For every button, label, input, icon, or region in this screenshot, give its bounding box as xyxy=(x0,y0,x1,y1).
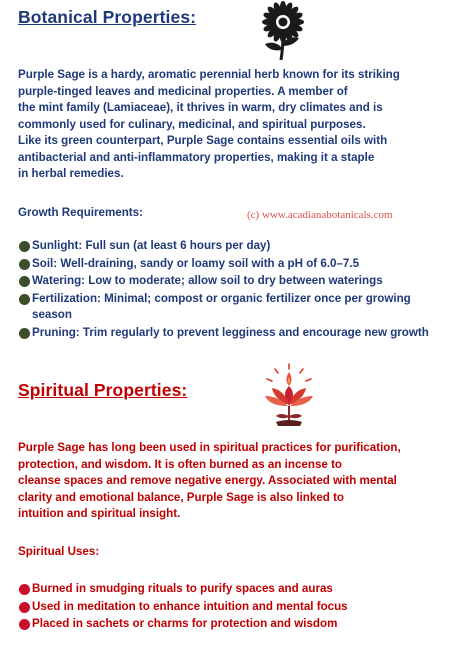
paragraph-line: protection, and wisdom. It is often burned as an incense to xyxy=(18,457,343,471)
list-item-text: Soil: Well-draining, sandy or loamy soil with a pH of 6.0–7.5 xyxy=(32,256,360,270)
paragraph-line: cleanse spaces and remove negative energy. Associated with mental xyxy=(18,474,397,487)
list-item xyxy=(18,581,450,598)
paragraph-line: purple-tinged leaves and medicinal properties. A member of xyxy=(18,84,348,98)
bullet-icon xyxy=(19,602,30,613)
list-item-text: Burned in smudging rituals to purify spaces and auras xyxy=(32,582,333,595)
spiritual-paragraph xyxy=(18,440,448,523)
spiritual-heading: Spiritual Properties: xyxy=(18,380,188,400)
paragraph-line: commonly used for culinary, medicinal, and spiritual purposes. xyxy=(18,117,366,131)
lotus-candle-icon xyxy=(260,360,318,430)
paragraph-line: antibacterial and anti-inflammatory properties, making it a staple xyxy=(18,150,375,164)
growth-requirements-list xyxy=(18,238,450,342)
list-item-text: Pruning: Trim regularly to prevent legginess and encourage new growth xyxy=(32,325,429,339)
list-item-text: Sunlight: Full sun (at least 6 hours per day) xyxy=(32,239,271,252)
spiritual-uses-list xyxy=(18,581,450,634)
list-item xyxy=(18,325,450,342)
sunflower-icon xyxy=(256,0,310,64)
list-item xyxy=(18,273,450,290)
botanical-paragraph xyxy=(18,67,448,183)
paragraph-line: clarity and emotional balance, Purple Sage is also linked to xyxy=(18,490,345,504)
paragraph-line: intuition and spiritual insight. xyxy=(18,507,181,520)
paragraph-line: Purple Sage has long been used in spiritual practices for purification, xyxy=(18,441,401,454)
bullet-icon xyxy=(19,328,30,339)
list-item-text: Placed in sachets or charms for protection and wisdom xyxy=(32,617,338,630)
paragraph-line: in herbal remedies. xyxy=(18,167,124,180)
bullet-icon xyxy=(19,259,30,270)
list-item xyxy=(18,616,450,633)
spiritual-uses-heading: Spiritual Uses: xyxy=(18,545,100,558)
list-item-text: Fertilization: Minimal; compost or organic fertilizer once per growing season xyxy=(32,291,411,321)
botanical-heading: Botanical Properties: xyxy=(18,7,197,27)
bullet-icon xyxy=(19,619,30,630)
list-item xyxy=(18,256,450,273)
paragraph-line: Purple Sage is a hardy, aromatic perennial herb known for its striking xyxy=(18,68,400,81)
list-item xyxy=(18,238,450,255)
list-item-text: Watering: Low to moderate; allow soil to dry between waterings xyxy=(32,274,383,287)
copyright-watermark: (c) www.acadianabotanicals.com xyxy=(247,209,393,221)
bullet-icon xyxy=(19,276,30,287)
bullet-icon xyxy=(19,241,30,252)
list-item-text: Used in meditation to enhance intuition and mental focus xyxy=(32,599,348,613)
paragraph-line: Like its green counterpart, Purple Sage contains essential oils with xyxy=(18,134,388,147)
growth-requirements-heading: Growth Requirements: xyxy=(18,206,143,219)
paragraph-line: the mint family (Lamiaceae), it thrives in warm, dry climates and is xyxy=(18,101,383,114)
bullet-icon xyxy=(19,294,30,305)
list-item xyxy=(18,291,450,324)
bullet-icon xyxy=(19,584,30,595)
list-item xyxy=(18,599,450,616)
